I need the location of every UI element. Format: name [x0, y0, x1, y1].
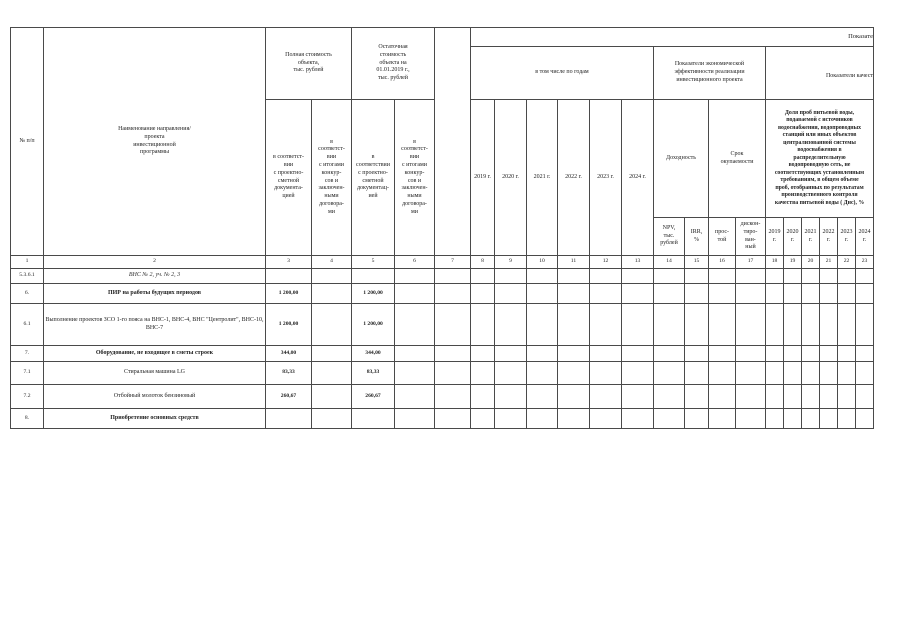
investment-program-table: [10, 27, 874, 429]
header-no: № п/п: [11, 28, 44, 256]
header-payback-simple: прос- той: [709, 218, 736, 256]
col-num: 23: [856, 256, 874, 269]
col-num: 6: [395, 256, 435, 269]
row-full-cost: 344,00: [266, 346, 312, 362]
col-num: 1: [11, 256, 44, 269]
table-row: [11, 269, 874, 284]
row-name: Выполнение проектов ЗСО 1-го пояса на ВНС-1, ВНС-4, ВНС "Центролит", ВНС-10, ВНС-7: [44, 304, 266, 346]
row-residual-cost: 1 200,00: [352, 284, 395, 304]
table-row: [11, 304, 874, 346]
header-quality-title: Показатели качест: [766, 47, 874, 100]
col-num: 19: [784, 256, 802, 269]
row-no: 5.3.6.1: [11, 269, 44, 284]
table-row: [11, 409, 874, 429]
header-by-years: в том числе по годам: [471, 47, 654, 100]
row-full-cost: 83,33: [266, 362, 312, 385]
year-2021: 2021 г.: [527, 100, 558, 256]
header-name: Наименование направления/ проекта инвестиционной программы: [44, 28, 266, 256]
col-num: 12: [590, 256, 622, 269]
row-name: Стиральная машина LG: [44, 362, 266, 385]
row-name: ВНС № 2, уч. № 2, 3: [44, 269, 266, 284]
header-residual-cost: Остаточная стоимость объекта на 01.01.2019 г., тыс. рублей: [352, 28, 435, 100]
header-payback: Срок окупаемости: [709, 100, 766, 218]
table-row: [11, 362, 874, 385]
q-year-2024: 2024 г.: [856, 218, 874, 256]
col-num: 17: [736, 256, 766, 269]
col-num: 7: [435, 256, 471, 269]
row-residual-cost: 260,67: [352, 385, 395, 409]
col-num: 3: [266, 256, 312, 269]
col-num: 4: [312, 256, 352, 269]
row-no: 8.: [11, 409, 44, 429]
year-2024: 2024 г.: [622, 100, 654, 256]
col-num: 20: [802, 256, 820, 269]
row-no: 6.1: [11, 304, 44, 346]
col-num: 10: [527, 256, 558, 269]
col-num: 2: [44, 256, 266, 269]
col-num: 13: [622, 256, 654, 269]
col-num: 21: [820, 256, 838, 269]
header-full-cost: Полная стоимость объекта, тыс. рублей: [266, 28, 352, 100]
header-profitability: Доходность: [654, 100, 709, 218]
year-2019: 2019 г.: [471, 100, 495, 256]
header-payback-discounted: дискон- тиро- ван- ный: [736, 218, 766, 256]
q-year-2023: 2023 г.: [838, 218, 856, 256]
header-indicators-title: Показате: [471, 28, 874, 47]
row-name: Оборудование, не входящее в сметы строек: [44, 346, 266, 362]
col-num: 5: [352, 256, 395, 269]
row-residual-cost: [352, 409, 395, 429]
header-quality-desc: Доля проб питьевой воды, подаваемой с источников водоснабжения, водопроводных станций или иных объектов централизованной системы водоснабжения в распределительную водопроводную сеть, не соответствующих установленным требованиям, в общем объеме проб, отобранных по результатам производственного контроля качества питьевой воды ( Днс), %: [766, 100, 874, 218]
row-residual-cost: 344,00: [352, 346, 395, 362]
q-year-2022: 2022 г.: [820, 218, 838, 256]
header-npv: NPV, тыс. рублей: [654, 218, 685, 256]
col-num: 14: [654, 256, 685, 269]
year-2022: 2022 г.: [558, 100, 590, 256]
col-num: 8: [471, 256, 495, 269]
row-full-cost: [266, 409, 312, 429]
header-economic-efficiency: Показатели экономической эффективности реализации инвестиционного проекта: [654, 47, 766, 100]
row-full-cost: 1 200,00: [266, 284, 312, 304]
col-num: 16: [709, 256, 736, 269]
year-2023: 2023 г.: [590, 100, 622, 256]
header-by-contracts-2: в соответст- вии с итогами конкур- сов и заключен- ными договора- ми: [395, 100, 435, 256]
table-row: [11, 346, 874, 362]
q-year-2019: 2019 г.: [766, 218, 784, 256]
row-no: 7.: [11, 346, 44, 362]
header-irr: IRR, %: [685, 218, 709, 256]
row-full-cost: [266, 269, 312, 284]
header-by-estimate-2: в соответствии с проектно- сметной документац- ией: [352, 100, 395, 256]
col-num: 22: [838, 256, 856, 269]
row-no: 6.: [11, 284, 44, 304]
row-name: Отбойный молоток бензиновый: [44, 385, 266, 409]
header-by-estimate: в соответст- вии с проектно- сметной документа- цией: [266, 100, 312, 256]
row-name: ПИР на работы будущих периодов: [44, 284, 266, 304]
row-name: Приобретение основных средств: [44, 409, 266, 429]
row-residual-cost: 83,33: [352, 362, 395, 385]
col-num: 9: [495, 256, 527, 269]
row-no: 7.1: [11, 362, 44, 385]
col-num: 15: [685, 256, 709, 269]
row-residual-cost: 1 200,00: [352, 304, 395, 346]
column-number-row: [11, 256, 874, 269]
col-num: 11: [558, 256, 590, 269]
row-full-cost: 260,67: [266, 385, 312, 409]
row-full-cost: 1 200,00: [266, 304, 312, 346]
table-row: [11, 385, 874, 409]
col-num: 18: [766, 256, 784, 269]
q-year-2021: 2021 г.: [802, 218, 820, 256]
table-row: [11, 284, 874, 304]
q-year-2020: 2020 г.: [784, 218, 802, 256]
header-by-contracts: в соответст- вии с итогами конкур- сов и заключен- ными договора- ми: [312, 100, 352, 256]
row-residual-cost: [352, 269, 395, 284]
row-no: 7.2: [11, 385, 44, 409]
year-2020: 2020 г.: [495, 100, 527, 256]
